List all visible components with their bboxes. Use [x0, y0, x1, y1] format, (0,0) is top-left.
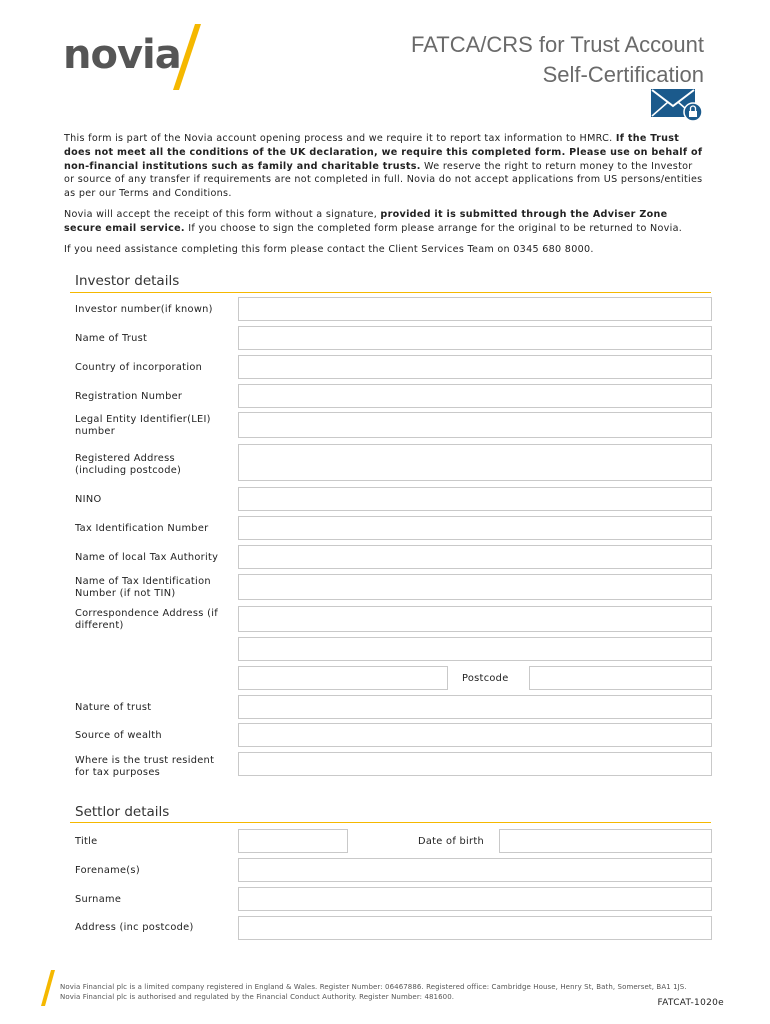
settlor-title-field[interactable] — [238, 829, 348, 853]
trust-resident-field[interactable] — [238, 752, 712, 776]
title-line-1: FATCA/CRS for Trust Account — [410, 32, 704, 57]
country-field[interactable] — [238, 355, 712, 379]
name-of-trust-label: Name of Trust — [75, 333, 148, 344]
intro-p1-bold: If the Trust does not meet all the conditions of the UK declaration, we require this completed form. Please use on behalf of non-financial institutions such as family and charitable trusts. — [64, 133, 703, 172]
postcode-label: Postcode — [462, 673, 509, 684]
tax-id-name-label: Name of Tax Identification Number (if not TIN) — [75, 576, 211, 599]
tin-label: Tax Identification Number — [75, 523, 209, 534]
source-of-wealth-label: Source of wealth — [75, 730, 162, 741]
settlor-details-heading: Settlor details — [75, 804, 170, 820]
name-of-trust-field[interactable] — [238, 326, 712, 350]
forenames-field[interactable] — [238, 858, 712, 882]
nino-field[interactable] — [238, 487, 712, 511]
registered-address-label: Registered Address (including postcode) — [75, 453, 182, 476]
correspondence-address-field-1[interactable] — [238, 606, 712, 632]
title-line-2: Self-Certification — [542, 62, 704, 87]
intro-p1-text-2: We reserve the right to return money to the Investor or source of any transfer if requirements are not completed in full. Novia do not accept applications from US persons/entities as per our Terms and Conditions. — [64, 160, 703, 200]
investor-number-field[interactable] — [238, 297, 712, 321]
correspondence-address-field-3[interactable] — [238, 666, 448, 690]
correspondence-address-label: Correspondence Address (if different) — [75, 608, 218, 631]
country-label: Country of incorporation — [75, 362, 203, 373]
intro-paragraph-1 — [64, 132, 704, 201]
date-of-birth-label: Date of birth — [418, 836, 485, 847]
registration-number-label: Registration Number — [75, 391, 183, 402]
intro-text — [64, 132, 704, 263]
tax-authority-label: Name of local Tax Authority — [75, 552, 219, 563]
form-title — [411, 30, 704, 90]
date-of-birth-field[interactable] — [499, 829, 712, 853]
investor-number-label: Investor number(if known) — [75, 304, 213, 315]
registered-address-field[interactable] — [238, 444, 712, 481]
footer-legal-text — [60, 982, 687, 1002]
nino-label: NINO — [75, 494, 102, 505]
surname-label: Surname — [75, 894, 122, 905]
settlor-address-field[interactable] — [238, 916, 712, 940]
surname-field[interactable] — [238, 887, 712, 911]
nature-of-trust-field[interactable] — [238, 695, 712, 719]
intro-paragraph-3: If you need assistance completing this form please contact the Client Services Team on 0345 680 8000. — [64, 243, 594, 255]
logo-slash-icon — [171, 24, 203, 94]
tin-field[interactable] — [238, 516, 712, 540]
footer-line-2: Novia Financial plc is authorised and regulated by the Financial Conduct Authority. Register Number: 481600. — [60, 993, 455, 1001]
source-of-wealth-field[interactable] — [238, 723, 712, 747]
intro-p2-bold: provided it is submitted through the Adviser Zone secure email service. — [64, 208, 668, 234]
envelope-lock-icon — [651, 89, 703, 122]
investor-section-rule — [70, 292, 711, 293]
trust-resident-label: Where is the trust resident for tax purposes — [75, 755, 215, 778]
intro-p1-text: This form is part of the Novia account opening process and we require it to report tax information to HMRC. — [64, 133, 616, 144]
tax-authority-field[interactable] — [238, 545, 712, 569]
forenames-label: Forename(s) — [75, 865, 140, 876]
nature-of-trust-label: Nature of trust — [75, 702, 152, 713]
registration-number-field[interactable] — [238, 384, 712, 408]
intro-paragraph-2 — [64, 208, 704, 236]
postcode-field[interactable] — [529, 666, 712, 690]
settlor-section-rule — [70, 822, 711, 823]
lei-field[interactable] — [238, 412, 712, 438]
form-code: FATCAT-1020e — [657, 998, 724, 1008]
correspondence-address-field-2[interactable] — [238, 637, 712, 661]
footer-line-1: Novia Financial plc is a limited company registered in England & Wales. Register Number: 06467886. Registered office: Cambridge House, Henry St, Bath, Somerset, BA1 1JS. — [60, 983, 687, 991]
intro-p2-text: Novia will accept the receipt of this form without a signature, — [64, 208, 381, 220]
settlor-title-label: Title — [75, 836, 98, 847]
lei-label: Legal Entity Identifier(LEI) number — [75, 414, 211, 437]
logo-text: novia — [63, 32, 181, 78]
settlor-address-label: Address (inc postcode) — [75, 922, 194, 933]
tax-id-name-field[interactable] — [238, 574, 712, 600]
intro-p2-text-2: If you choose to sign the completed form please arrange for the original to be returned to Novia. — [184, 222, 683, 234]
footer-slash-icon — [40, 970, 56, 1006]
investor-details-heading: Investor details — [75, 273, 180, 289]
novia-logo — [63, 24, 203, 94]
